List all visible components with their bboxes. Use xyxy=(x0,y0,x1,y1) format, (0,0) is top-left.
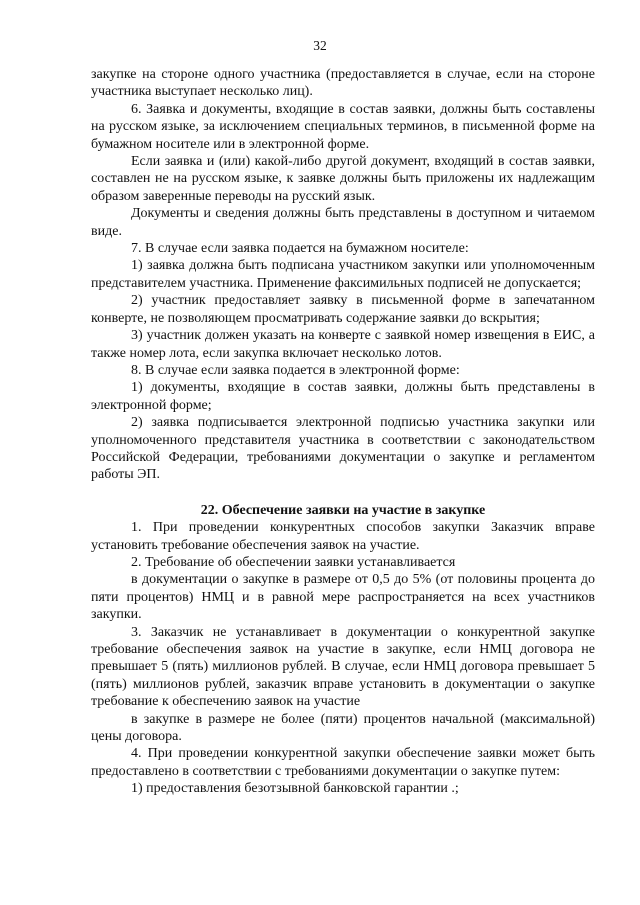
paragraph: 2) заявка подписывается электронной подписью участника закупки или уполномоченного представителя участника в соответствии с законодательством Российской Федерации, требованиями документации о закупке и регламентом работы ЭП. xyxy=(91,415,595,483)
paragraph: 4. При проведении конкурентной закупки обеспечение заявки может быть предоставлено в соответствии с требованиями документации о закупке путем: xyxy=(91,746,595,779)
paragraph: 1. При проведении конкурентных способов закупки Заказчик вправе установить требование обеспечения заявок на участие. xyxy=(91,520,595,553)
paragraph: 3. Заказчик не устанавливает в документации о конкурентной закупке требование обеспечения заявок на участие в закупке, если НМЦ договора не превышает 5 (пять) миллионов рублей. В случае, если НМЦ договора превышает 5 (пять) миллионов рублей, заказчик вправе установить в документации о закупке требование к обеспечению заявок на участие xyxy=(91,624,595,710)
section-heading: 22. Обеспечение заявки на участие в закупке xyxy=(200,502,486,518)
paragraph: 8. В случае если заявка подается в электронной форме: xyxy=(131,362,460,378)
paragraph: 1) заявка должна быть подписана участником закупки или уполномоченным представителем участника. Применение факсимильных подписей не допускается; xyxy=(91,258,595,291)
paragraph: закупке на стороне одного участника (предоставляется в случае, если на стороне участника выступает несколько лиц). xyxy=(91,67,595,100)
paragraphs-before-section xyxy=(91,66,595,484)
document-body xyxy=(91,66,595,798)
paragraph: 2. Требование об обеспечении заявки устанавливается xyxy=(131,554,456,570)
paragraph: 7. В случае если заявка подается на бумажном носителе: xyxy=(131,241,469,257)
paragraph: Документы и сведения должны быть представлены в доступном и читаемом виде. xyxy=(91,206,595,239)
page-number: 32 xyxy=(313,38,327,53)
paragraph: в документации о закупке в размере от 0,5 до 5% (от половины процента до пяти процентов) НМЦ и в равной мере распространяется на всех участников закупки. xyxy=(91,572,595,623)
paragraph: в закупке в размере не более (пяти) процентов начальной (максимальной) цены договора. xyxy=(91,711,595,745)
paragraph: Если заявка и (или) какой-либо другой документ, входящий в состав заявки, составлен не на русском языке, к заявке должны быть приложены их надлежащим образом заверенные переводы на русский язык. xyxy=(91,154,595,204)
paragraph: 6. Заявка и документы, входящие в состав заявки, должны быть составлены на русском языке, за исключением специальных терминов, в письменной форме на бумажном носителе или в электронной форме. xyxy=(91,101,595,152)
paragraph: 3) участник должен указать на конверте с заявкой номер извещения в ЕИС, а также номер лота, если закупка включает несколько лотов. xyxy=(91,328,595,361)
paragraphs-after-section xyxy=(91,519,595,798)
paragraph: 1) документы, входящие в состав заявки, должны быть представлены в электронной форме; xyxy=(91,380,595,413)
paragraph: 1) предоставления безотзывной банковской гарантии .; xyxy=(131,781,459,797)
paragraph: 2) участник предоставляет заявку в письменной форме в запечатанном конверте, не позволяющем просматривать содержание заявки до вскрытия; xyxy=(91,293,595,326)
